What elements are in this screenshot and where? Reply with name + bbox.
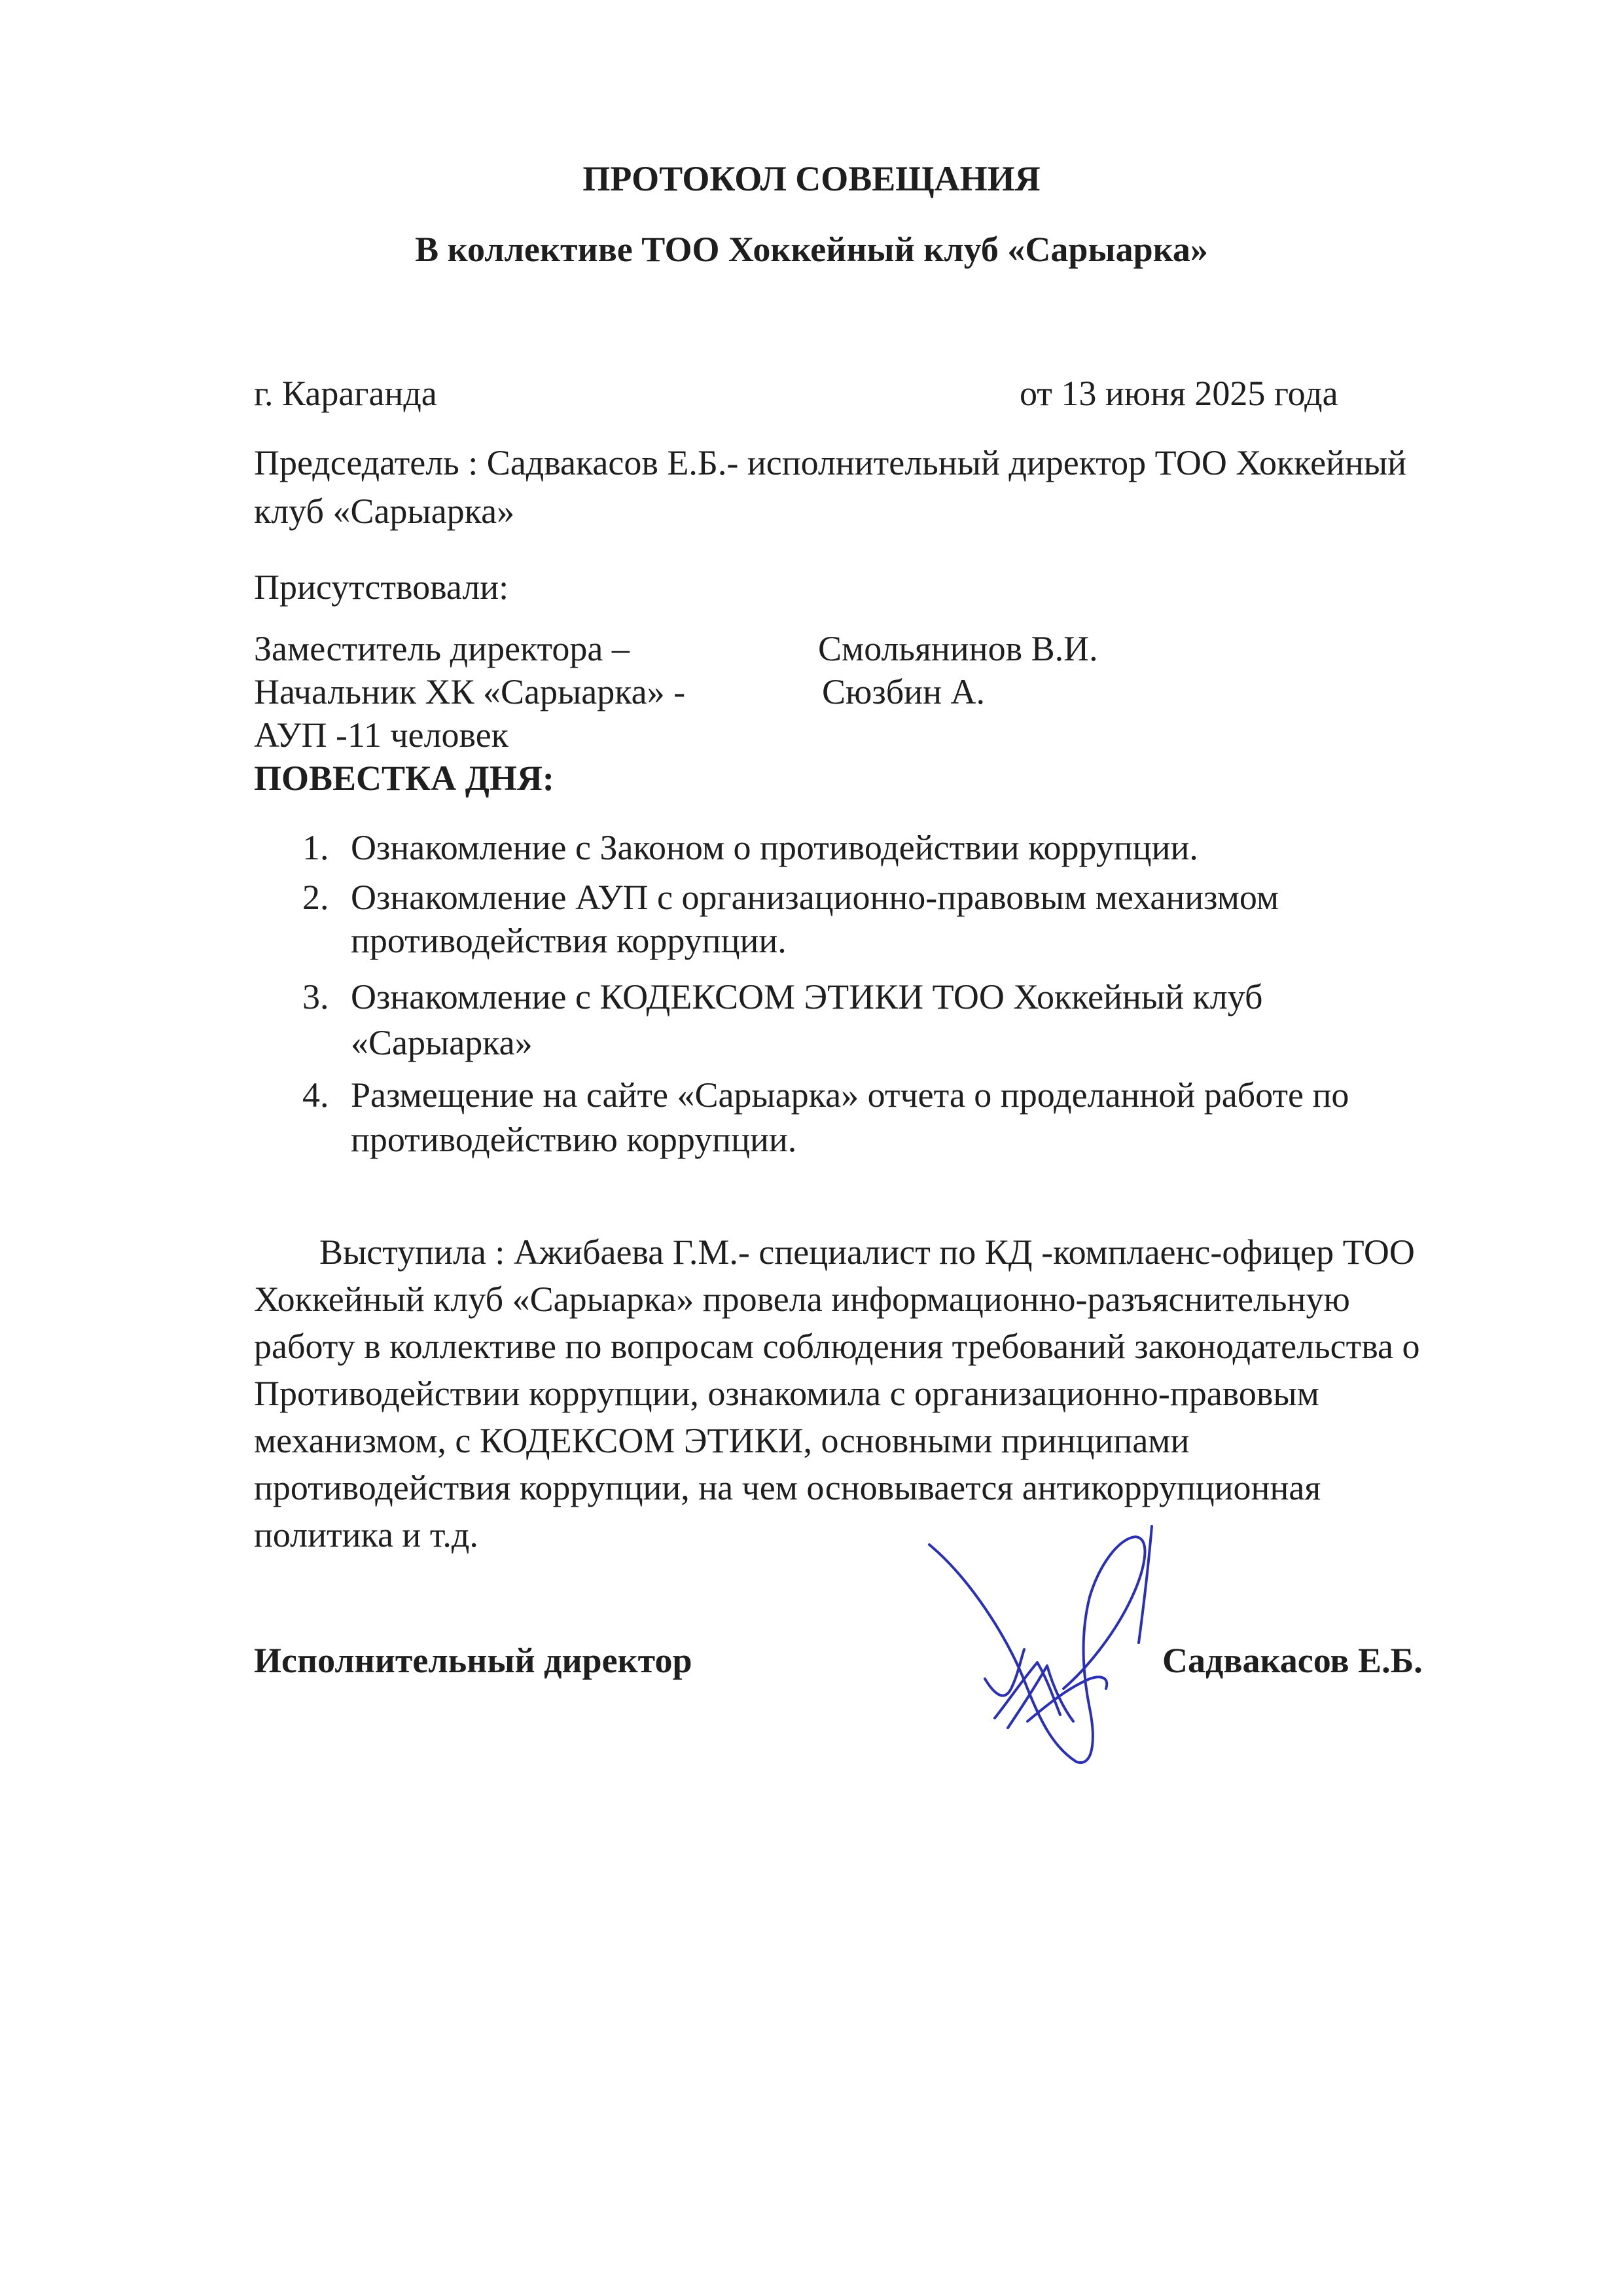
agenda-item-text: Размещение на сайте «Сарыарка» отчета о проделанной работе по [351,1075,1349,1115]
agenda-heading: ПОВЕСТКА ДНЯ: [254,759,554,798]
city: г. Караганда [254,374,437,413]
attendee-role: Заместитель директора – [254,629,630,668]
speech-line: политика и т.д. [254,1515,478,1554]
attendee-name: Смольянинов В.И. [818,629,1098,668]
speech-line: механизмом, с КОДЕКСОМ ЭТИКИ, основными принципами [254,1421,1190,1460]
attendee-name: Сюзбин А. [822,672,985,711]
document-subtitle: В коллективе ТОО Хоккейный клуб «Сарыарка» [415,230,1208,269]
speech-line: Хоккейный клуб «Сарыарка» провела информационно-разъяснительную [254,1280,1350,1319]
attendees-heading: Присутствовали: [254,567,509,607]
meeting-date: от 13 июня 2025 года [1020,374,1338,413]
document-title: ПРОТОКОЛ СОВЕЩАНИЯ [582,159,1041,198]
speech-line: Противодействии коррупции, ознакомила с организационно-правовым [254,1374,1319,1413]
attendee-role: АУП -11 человек [254,715,508,755]
agenda-item-text: Ознакомление с КОДЕКСОМ ЭТИКИ ТОО Хоккейный клуб [351,977,1263,1016]
speech-line: работу в коллективе по вопросам соблюдения требований законодательства о [254,1327,1420,1366]
agenda-item-number: 4. [302,1075,329,1115]
agenda-item-number: 2. [302,878,329,917]
agenda-item-text: Ознакомление с Законом о противодействии коррупции. [351,828,1198,867]
agenda-item-number: 1. [302,828,329,867]
agenda-item-text: противодействия коррупции. [351,921,787,960]
handwritten-signature [923,1525,1165,1774]
speech-line: противодействия коррупции, на чем основывается антикоррупционная [254,1468,1321,1507]
chairman-line-1: Председатель : Садвакасов Е.Б.- исполнительный директор ТОО Хоккейный [254,443,1407,482]
signatory-name: Садвакасов Е.Б. [1162,1641,1423,1680]
chairman-line-2: клуб «Сарыарка» [254,492,515,531]
agenda-item-text: «Сарыарка» [351,1023,533,1062]
attendee-role: Начальник ХК «Сарыарка» - [254,672,686,711]
agenda-item-text: противодействию коррупции. [351,1120,797,1159]
signatory-position: Исполнительный директор [254,1641,692,1680]
agenda-item-number: 3. [302,977,329,1016]
agenda-item-text: Ознакомление АУП с организационно-правовым механизмом [351,878,1279,917]
speech-line: Выступила : Ажибаева Г.М.- специалист по КД -комплаенс-офицер ТОО [319,1232,1415,1272]
